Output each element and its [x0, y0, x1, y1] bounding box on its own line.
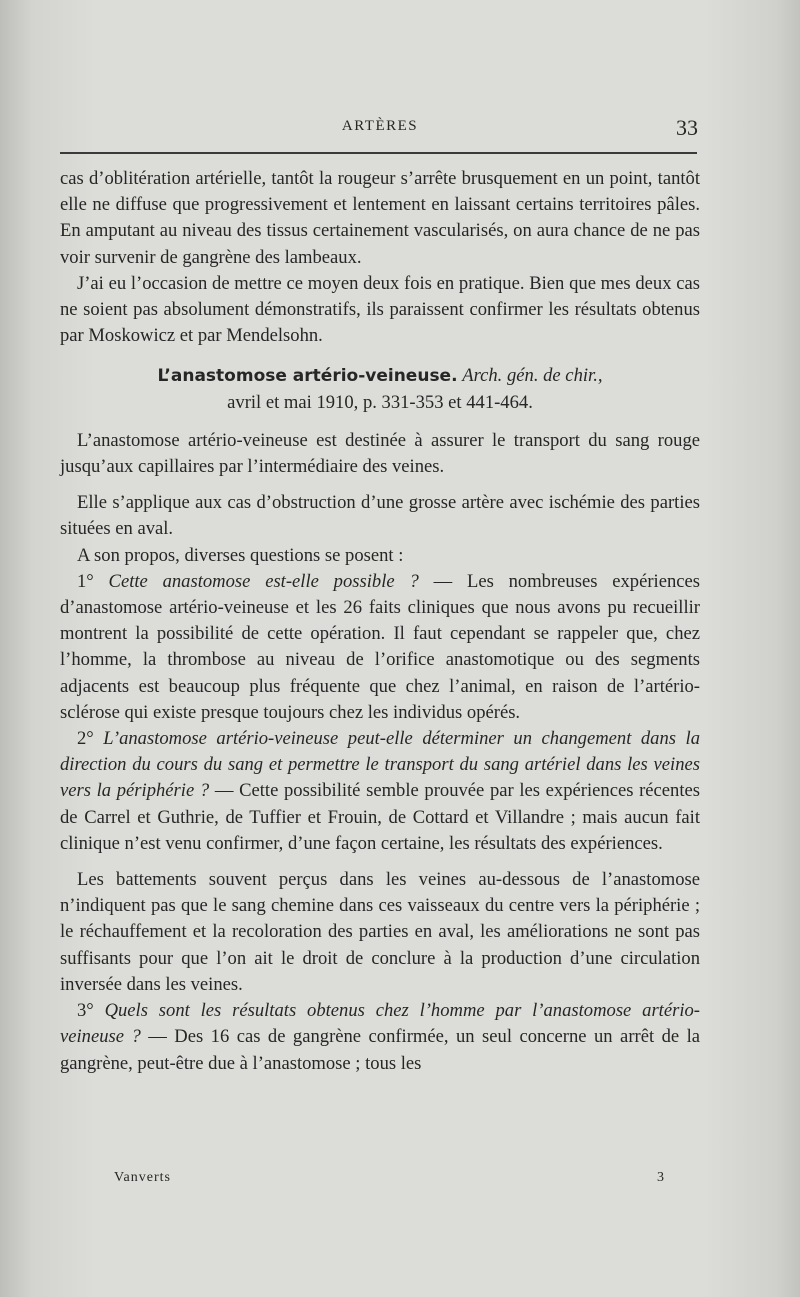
question-paragraph [60, 569, 700, 726]
question-answer: — Des 16 cas de gangrène confirmée, un seul concerne un arrêt de la gangrène, peut-être due à l’anastomose ; tous les [60, 1026, 701, 1074]
question-number: 1° [77, 570, 94, 592]
question-text: L’anastomose artério-veineuse peut-elle déterminer un changement dans la direction du cours du sang et permettre le transport du sang artériel dans les veines vers la périphérie ? [60, 728, 700, 802]
paragraph: Elle s’applique aux cas d’obstruction d’une grosse artère avec ischémie des parties situées en aval. [60, 492, 700, 540]
question-paragraph [60, 726, 700, 857]
signature-number: 3 [657, 1170, 664, 1185]
paragraph: J’ai eu l’occasion de mettre ce moyen deux fois en pratique. Bien que mes deux cas ne soient pas absolument démonstratifs, ils paraissent confirmer les résultats obtenus par Moskowicz et par Mendelsohn. [60, 272, 700, 347]
citation-title: L’anastomose artério-veineuse. [157, 366, 458, 387]
question-text: Cette anastomose est-elle possible ? [108, 570, 419, 592]
body-text [60, 166, 700, 1077]
citation-heading [60, 363, 700, 415]
question-answer: — Cette possibilité semble prouvée par les expériences récentes de Carrel et Guthrie, de Tuffier et Frouin, de Cottard et Villandre ; mais aucun fait clinique n’est venu confirmer, d’une façon certaine, les résultats des expériences. [60, 780, 700, 854]
question-number: 3° [77, 1000, 94, 1022]
question-text: Quels sont les résultats obtenus chez l’homme par l’anastomose artério-veineuse ? [60, 1000, 700, 1048]
running-title: ARTÈRES [341, 118, 419, 134]
citation-journal: Arch. gén. de chir., [462, 365, 603, 387]
paragraph: cas d’oblitération artérielle, tantôt la rougeur s’arrête brusquement en un point, tantôt elle ne diffuse que progressivement et lentement en laissant certains territoires pâles. En amputant au niveau des tissus certainement vascularisés, on aura chance de ne pas voir survenir de gangrène des lambeaux. [60, 168, 700, 268]
page-number: 33 [676, 115, 698, 140]
question-answer: — Les nombreuses expériences d’anastomose artério-veineuse et les 26 faits cliniques que nous avons pu recueillir montrent la possibilité de cette opération. Il faut cependant se rappeler que, chez l’homme, la thrombose au niveau de l’orifice anastomotique ou des segments adjacents est beaucoup plus fréquente que chez l’animal, en raison de l’artério-sclérose qui existe presque toujours chez les individus opérés. [60, 570, 700, 723]
citation-date: avril et mai 1910, p. 331-353 et 441-464. [227, 391, 533, 413]
running-head [60, 115, 700, 148]
question-number: 2° [77, 728, 94, 750]
header-rule [60, 152, 697, 154]
paragraph: Les battements souvent perçus dans les veines au-dessous de l’anastomose n’indiquent pas que le sang chemine dans ces vaisseaux du centre vers la périphérie ; le réchauffement et la recoloration des parties en aval, les améliorations ne sont pas suffisants pour que l’on ait le droit de conclure à la production d’une circulation inversée dans les veines. [60, 869, 700, 995]
page-footer [114, 1170, 664, 1186]
paragraph: A son propos, diverses questions se posent : [77, 544, 404, 566]
question-paragraph [60, 998, 700, 1077]
paragraph: L’anastomose artério-veineuse est destinée à assurer le transport du sang rouge jusqu’aux capillaires par l’intermédiaire des veines. [60, 429, 700, 478]
printer-signature: Vanverts [114, 1170, 171, 1185]
